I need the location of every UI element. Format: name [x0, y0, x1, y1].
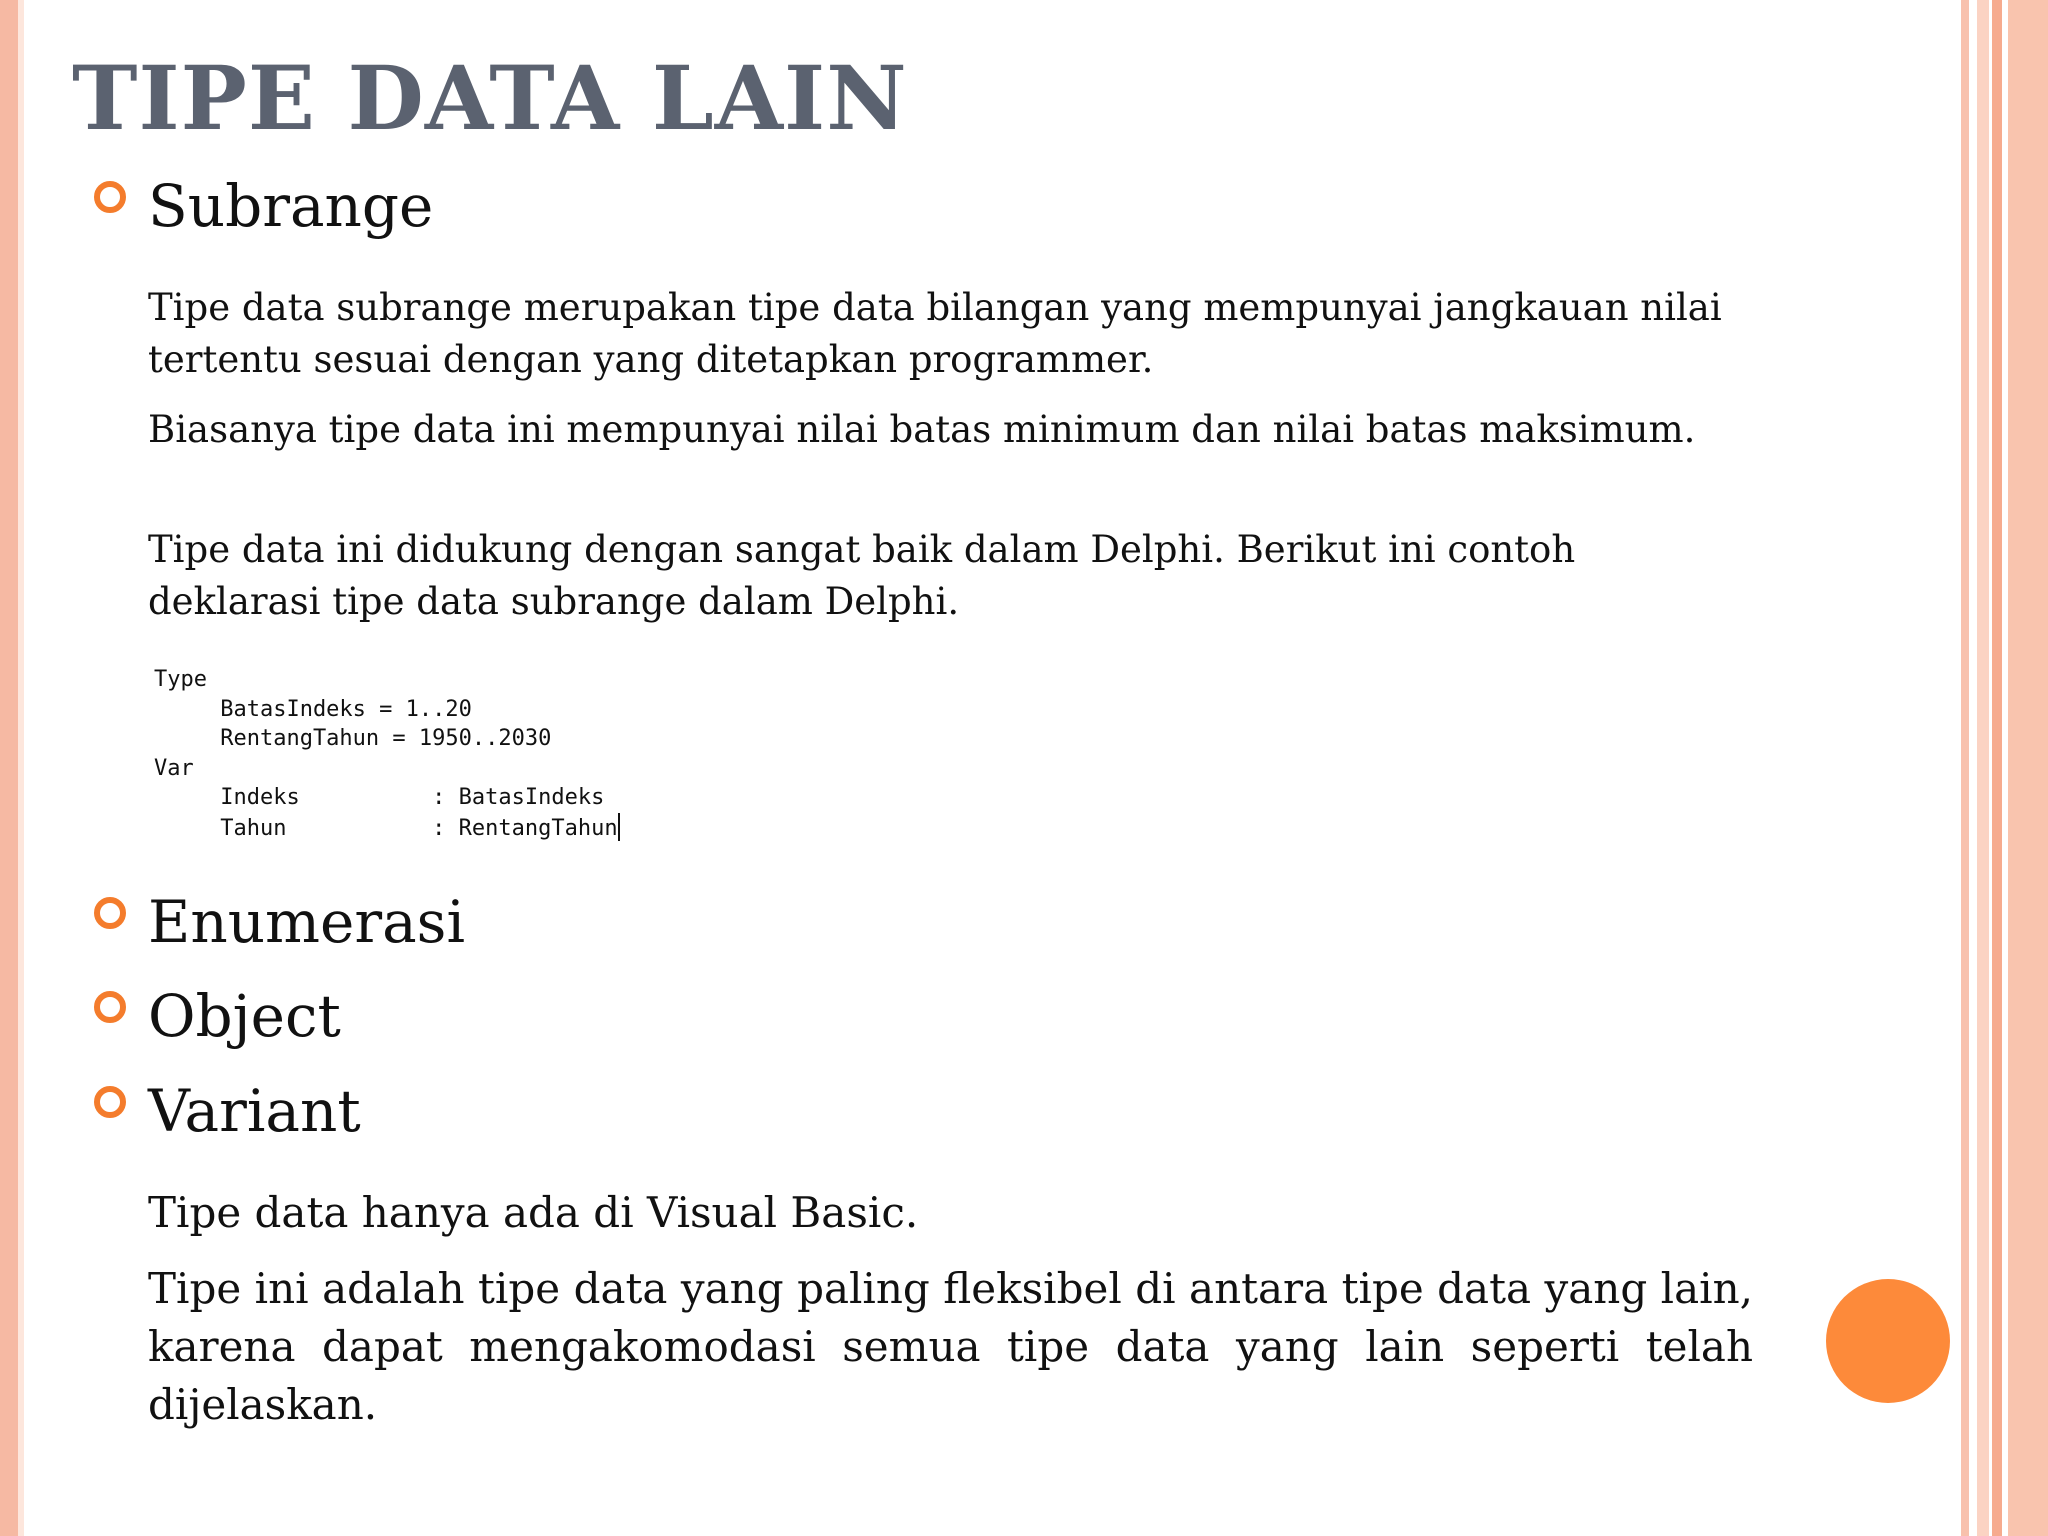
code-line-with-caret	[154, 813, 620, 844]
right-border-stripe-2	[1977, 0, 1989, 1536]
bullet-circle-icon	[94, 991, 126, 1023]
code-line: BatasIndeks = 1..20	[154, 696, 472, 722]
right-border-stripe-1	[1961, 0, 1969, 1536]
right-border-stripe-3	[1992, 0, 2002, 1536]
heading-enumerasi: Enumerasi	[148, 888, 465, 956]
orange-circle-decoration	[1826, 1279, 1950, 1403]
variant-paragraph-1: Tipe data hanya ada di Visual Basic.	[148, 1188, 919, 1237]
subrange-paragraph-3: Tipe data ini didukung dengan sangat baik dalam Delphi. Berikut ini contoh deklarasi tipe data subrange dalam Delphi.	[148, 528, 1576, 623]
variant-paragraph-2: Tipe ini adalah tipe data yang paling fleksibel di antara tipe data yang lain, karena dapat mengakomodasi semua tipe data yang lain seperti telah dijelaskan.	[148, 1264, 1753, 1429]
code-block	[154, 665, 620, 843]
code-line: RentangTahun = 1950..2030	[154, 726, 552, 751]
text-caret	[618, 813, 620, 841]
heading-object: Object	[148, 982, 341, 1050]
slide-title: TIPE DATA LAIN	[72, 46, 908, 150]
heading-subrange: Subrange	[148, 172, 434, 240]
code-line: Var	[154, 755, 194, 781]
bullet-circle-icon	[94, 1086, 126, 1118]
code-line: Tahun : RentangTahun	[154, 815, 618, 841]
heading-variant: Variant	[148, 1077, 361, 1145]
code-line: Type	[154, 667, 207, 692]
bullet-circle-icon	[94, 181, 126, 213]
subrange-paragraph-2: Biasanya tipe data ini mempunyai nilai batas minimum dan nilai batas maksimum.	[148, 408, 1696, 451]
code-line: Indeks : BatasIndeks	[154, 785, 605, 810]
left-border-stripe	[0, 0, 18, 1536]
subrange-paragraph-1: Tipe data subrange merupakan tipe data bilangan yang mempunyai jangkauan nilai tertentu sesuai dengan yang ditetapkan programmer.	[148, 286, 1722, 381]
bullet-circle-icon	[94, 897, 126, 929]
left-border-stripe-inner	[18, 0, 24, 1536]
right-border-stripe-4	[2008, 0, 2048, 1536]
